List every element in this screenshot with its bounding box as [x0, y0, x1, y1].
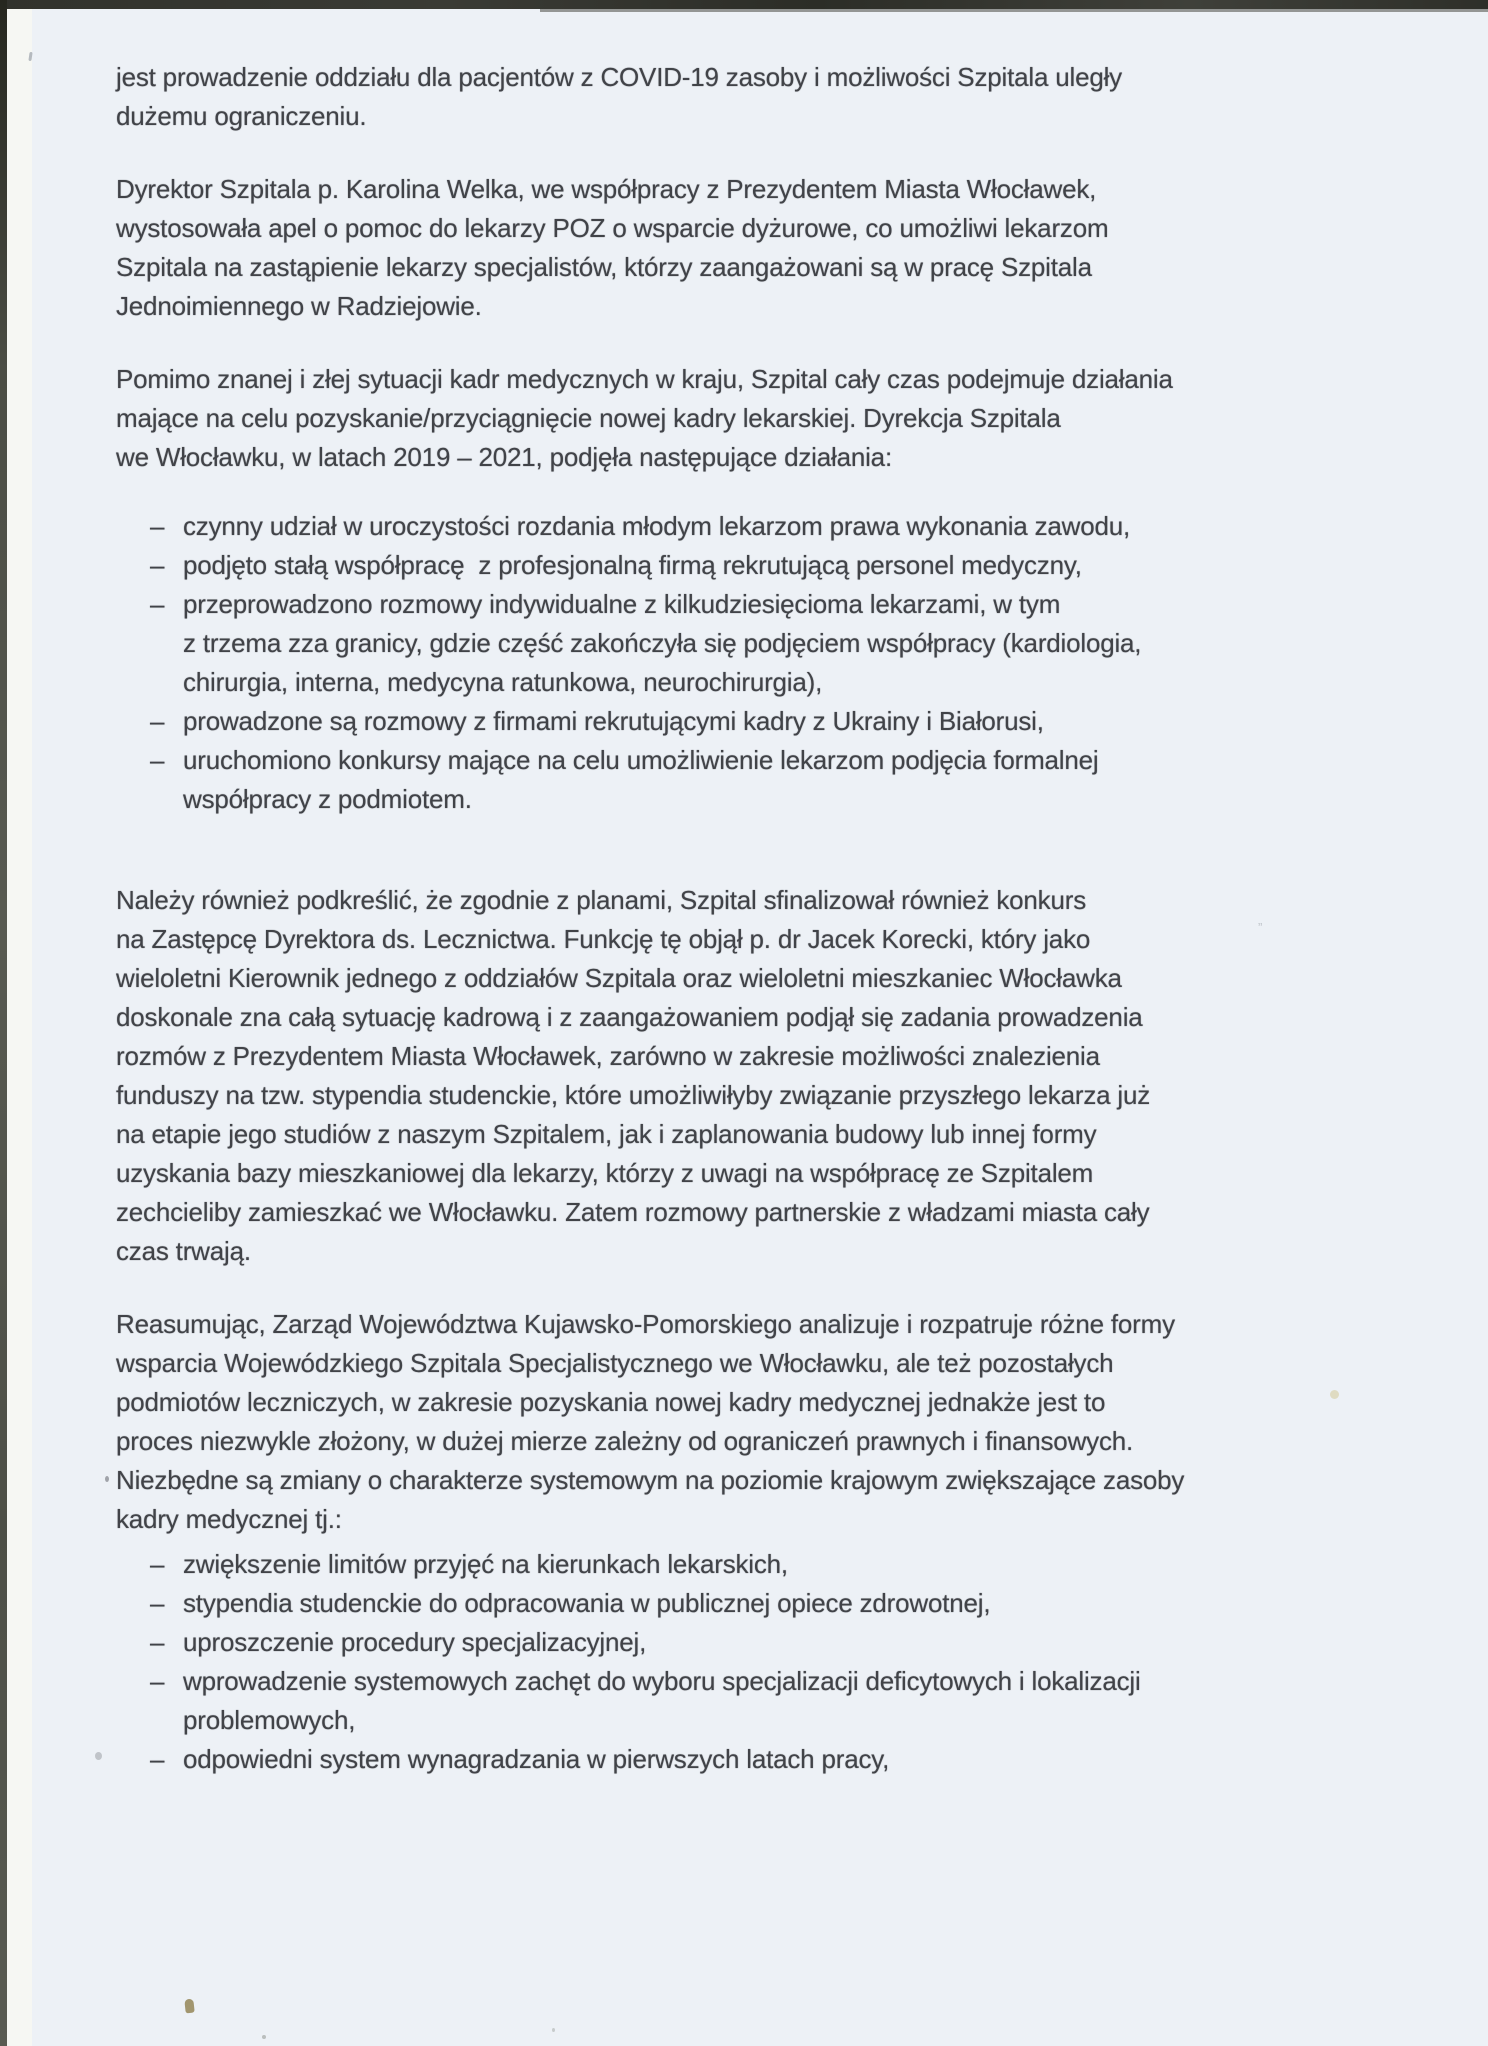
paragraph [116, 170, 1436, 326]
text-line: na Zastępcę Dyrektora ds. Lecznictwa. Funkcję tę objął p. dr Jacek Korecki, który jako [116, 924, 1091, 954]
text-line: zwiększenie limitów przyjęć na kierunkach lekarskich, [183, 1549, 788, 1579]
text-line: z trzema zza granicy, gdzie część zakończyła się podjęciem współpracy (kardiologia, [183, 628, 1142, 658]
bullet-item [116, 1584, 1436, 1623]
text-line: Jednoimiennego w Radziejowie. [116, 291, 482, 321]
text-line: wprowadzenie systemowych zachęt do wyboru specjalizacji deficytowych i lokalizacji [183, 1666, 1141, 1696]
text-line: uruchomiono konkursy mające na celu umożliwienie lekarzom podjęcia formalnej [183, 745, 1099, 775]
bullet-dash: – [150, 1627, 165, 1657]
paragraph [116, 881, 1436, 1271]
bullet-list [116, 1545, 1436, 1779]
text-line: wsparcia Wojewódzkiego Szpitala Specjalistycznego we Włocławku, ale też pozostałych [116, 1348, 1114, 1378]
bullet-dash: – [150, 589, 165, 619]
text-line: wystosowała apel o pomoc do lekarzy POZ o wsparcie dyżurowe, co umożliwi lekarzom [116, 213, 1109, 243]
text-line: prowadzone są rozmowy z firmami rekrutującymi kadry z Ukrainy i Białorusi, [183, 706, 1044, 736]
text-line: wieloletni Kierownik jednego z oddziałów Szpitala oraz wieloletni mieszkaniec Włocławka [116, 963, 1122, 993]
bullet-dash: – [150, 1666, 165, 1696]
text-line: na etapie jego studiów z naszym Szpitalem, jak i zaplanowania budowy lub innej formy [116, 1119, 1097, 1149]
scan-speck [105, 1476, 109, 1482]
bullet-item [116, 1662, 1436, 1740]
text-line: doskonale zna całą sytuację kadrową i z zaangażowaniem podjął się zadania prowadzenia [116, 1002, 1143, 1032]
paragraph [116, 58, 1436, 136]
text-line: problemowych, [183, 1705, 356, 1735]
text-line: we Włocławku, w latach 2019 – 2021, podjęła następujące działania: [116, 442, 892, 472]
paragraph [116, 1305, 1436, 1539]
bullet-dash: – [150, 1549, 165, 1579]
text-line: jest prowadzenie oddziału dla pacjentów z COVID-19 zasoby i możliwości Szpitala uległy [116, 62, 1122, 92]
text-line: przeprowadzono rozmowy indywidualne z kilkudziesięcioma lekarzami, w tym [183, 589, 1061, 619]
bullet-item [116, 702, 1436, 741]
document-body [116, 58, 1436, 1779]
text-line: Szpitala na zastąpienie lekarzy specjalistów, którzy zaangażowani są w pracę Szpitala [116, 252, 1092, 282]
bullet-dash: – [150, 1744, 165, 1774]
scan-edge-top [0, 0, 1488, 9]
text-line: czas trwają. [116, 1236, 251, 1266]
text-line: czynny udział w uroczystości rozdania młodym lekarzom prawa wykonania zawodu, [183, 511, 1131, 541]
text-line: chirurgia, interna, medycyna ratunkowa, neurochirurgia), [183, 667, 823, 697]
text-line: stypendia studenckie do odpracowania w publicznej opiece zdrowotnej, [183, 1588, 991, 1618]
text-line: podmiotów leczniczych, w zakresie pozyskania nowej kadry medycznej jednakże jest to [116, 1387, 1106, 1417]
bullet-dash: – [150, 511, 165, 541]
bullet-item [116, 1740, 1436, 1779]
bullet-dash: – [150, 745, 165, 775]
bullet-item [116, 546, 1436, 585]
scan-speck: ” [1258, 920, 1263, 935]
bullet-list [116, 507, 1436, 819]
text-line: rozmów z Prezydentem Miasta Włocławek, zarówno w zakresie możliwości znalezienia [116, 1041, 1100, 1071]
bullet-item [116, 507, 1436, 546]
text-line: odpowiedni system wynagradzania w pierwszych latach pracy, [183, 1744, 890, 1774]
scan-paper-margin [7, 9, 32, 2046]
bullet-dash: – [150, 706, 165, 736]
text-line: mające na celu pozyskanie/przyciągnięcie nowej kadry lekarskiej. Dyrekcja Szpitala [116, 403, 1061, 433]
text-line: Reasumując, Zarząd Województwa Kujawsko-Pomorskiego analizuje i rozpatruje różne formy [116, 1309, 1175, 1339]
text-line: podjęto stałą współpracę z profesjonalną firmą rekrutującą personel medyczny, [183, 550, 1082, 580]
bullet-item [116, 585, 1436, 702]
text-line: zechcieliby zamieszkać we Włocławku. Zatem rozmowy partnerskie z władzami miasta cały [116, 1197, 1150, 1227]
paragraph [116, 360, 1436, 477]
scan-edge-left [0, 0, 7, 2046]
bullet-item [116, 1545, 1436, 1584]
scan-speck [552, 2028, 555, 2032]
text-line: kadry medycznej tj.: [116, 1504, 342, 1534]
text-line: Niezbędne są zmiany o charakterze systemowym na poziomie krajowym zwiększające zasoby [116, 1465, 1185, 1495]
text-line: Należy również podkreślić, że zgodnie z planami, Szpital sfinalizował również konkurs [116, 885, 1086, 915]
text-line: współpracy z podmiotem. [183, 784, 472, 814]
text-line: Dyrektor Szpitala p. Karolina Welka, we współpracy z Prezydentem Miasta Włocławek, [116, 174, 1097, 204]
scan-speck [262, 2035, 266, 2039]
bullet-item [116, 1623, 1436, 1662]
bullet-item [116, 741, 1436, 819]
scan-speck [95, 1752, 102, 1760]
bullet-dash: – [150, 1588, 165, 1618]
scan-speck [184, 1999, 194, 2014]
scan-edge-top-step [540, 9, 1488, 12]
bullet-dash: – [150, 550, 165, 580]
text-line: uproszczenie procedury specjalizacyjnej, [183, 1627, 647, 1657]
text-line: proces niezwykle złożony, w dużej mierze zależny od ograniczeń prawnych i finansowych. [116, 1426, 1134, 1456]
text-line: dużemu ograniczeniu. [116, 101, 367, 131]
text-line: funduszy na tzw. stypendia studenckie, które umożliwiłyby związanie przyszłego lekarza już [116, 1080, 1151, 1110]
text-line: uzyskania bazy mieszkaniowej dla lekarzy, którzy z uwagi na współpracę ze Szpitalem [116, 1158, 1094, 1188]
text-line: Pomimo znanej i złej sytuacji kadr medycznych w kraju, Szpital cały czas podejmuje działania [116, 364, 1173, 394]
